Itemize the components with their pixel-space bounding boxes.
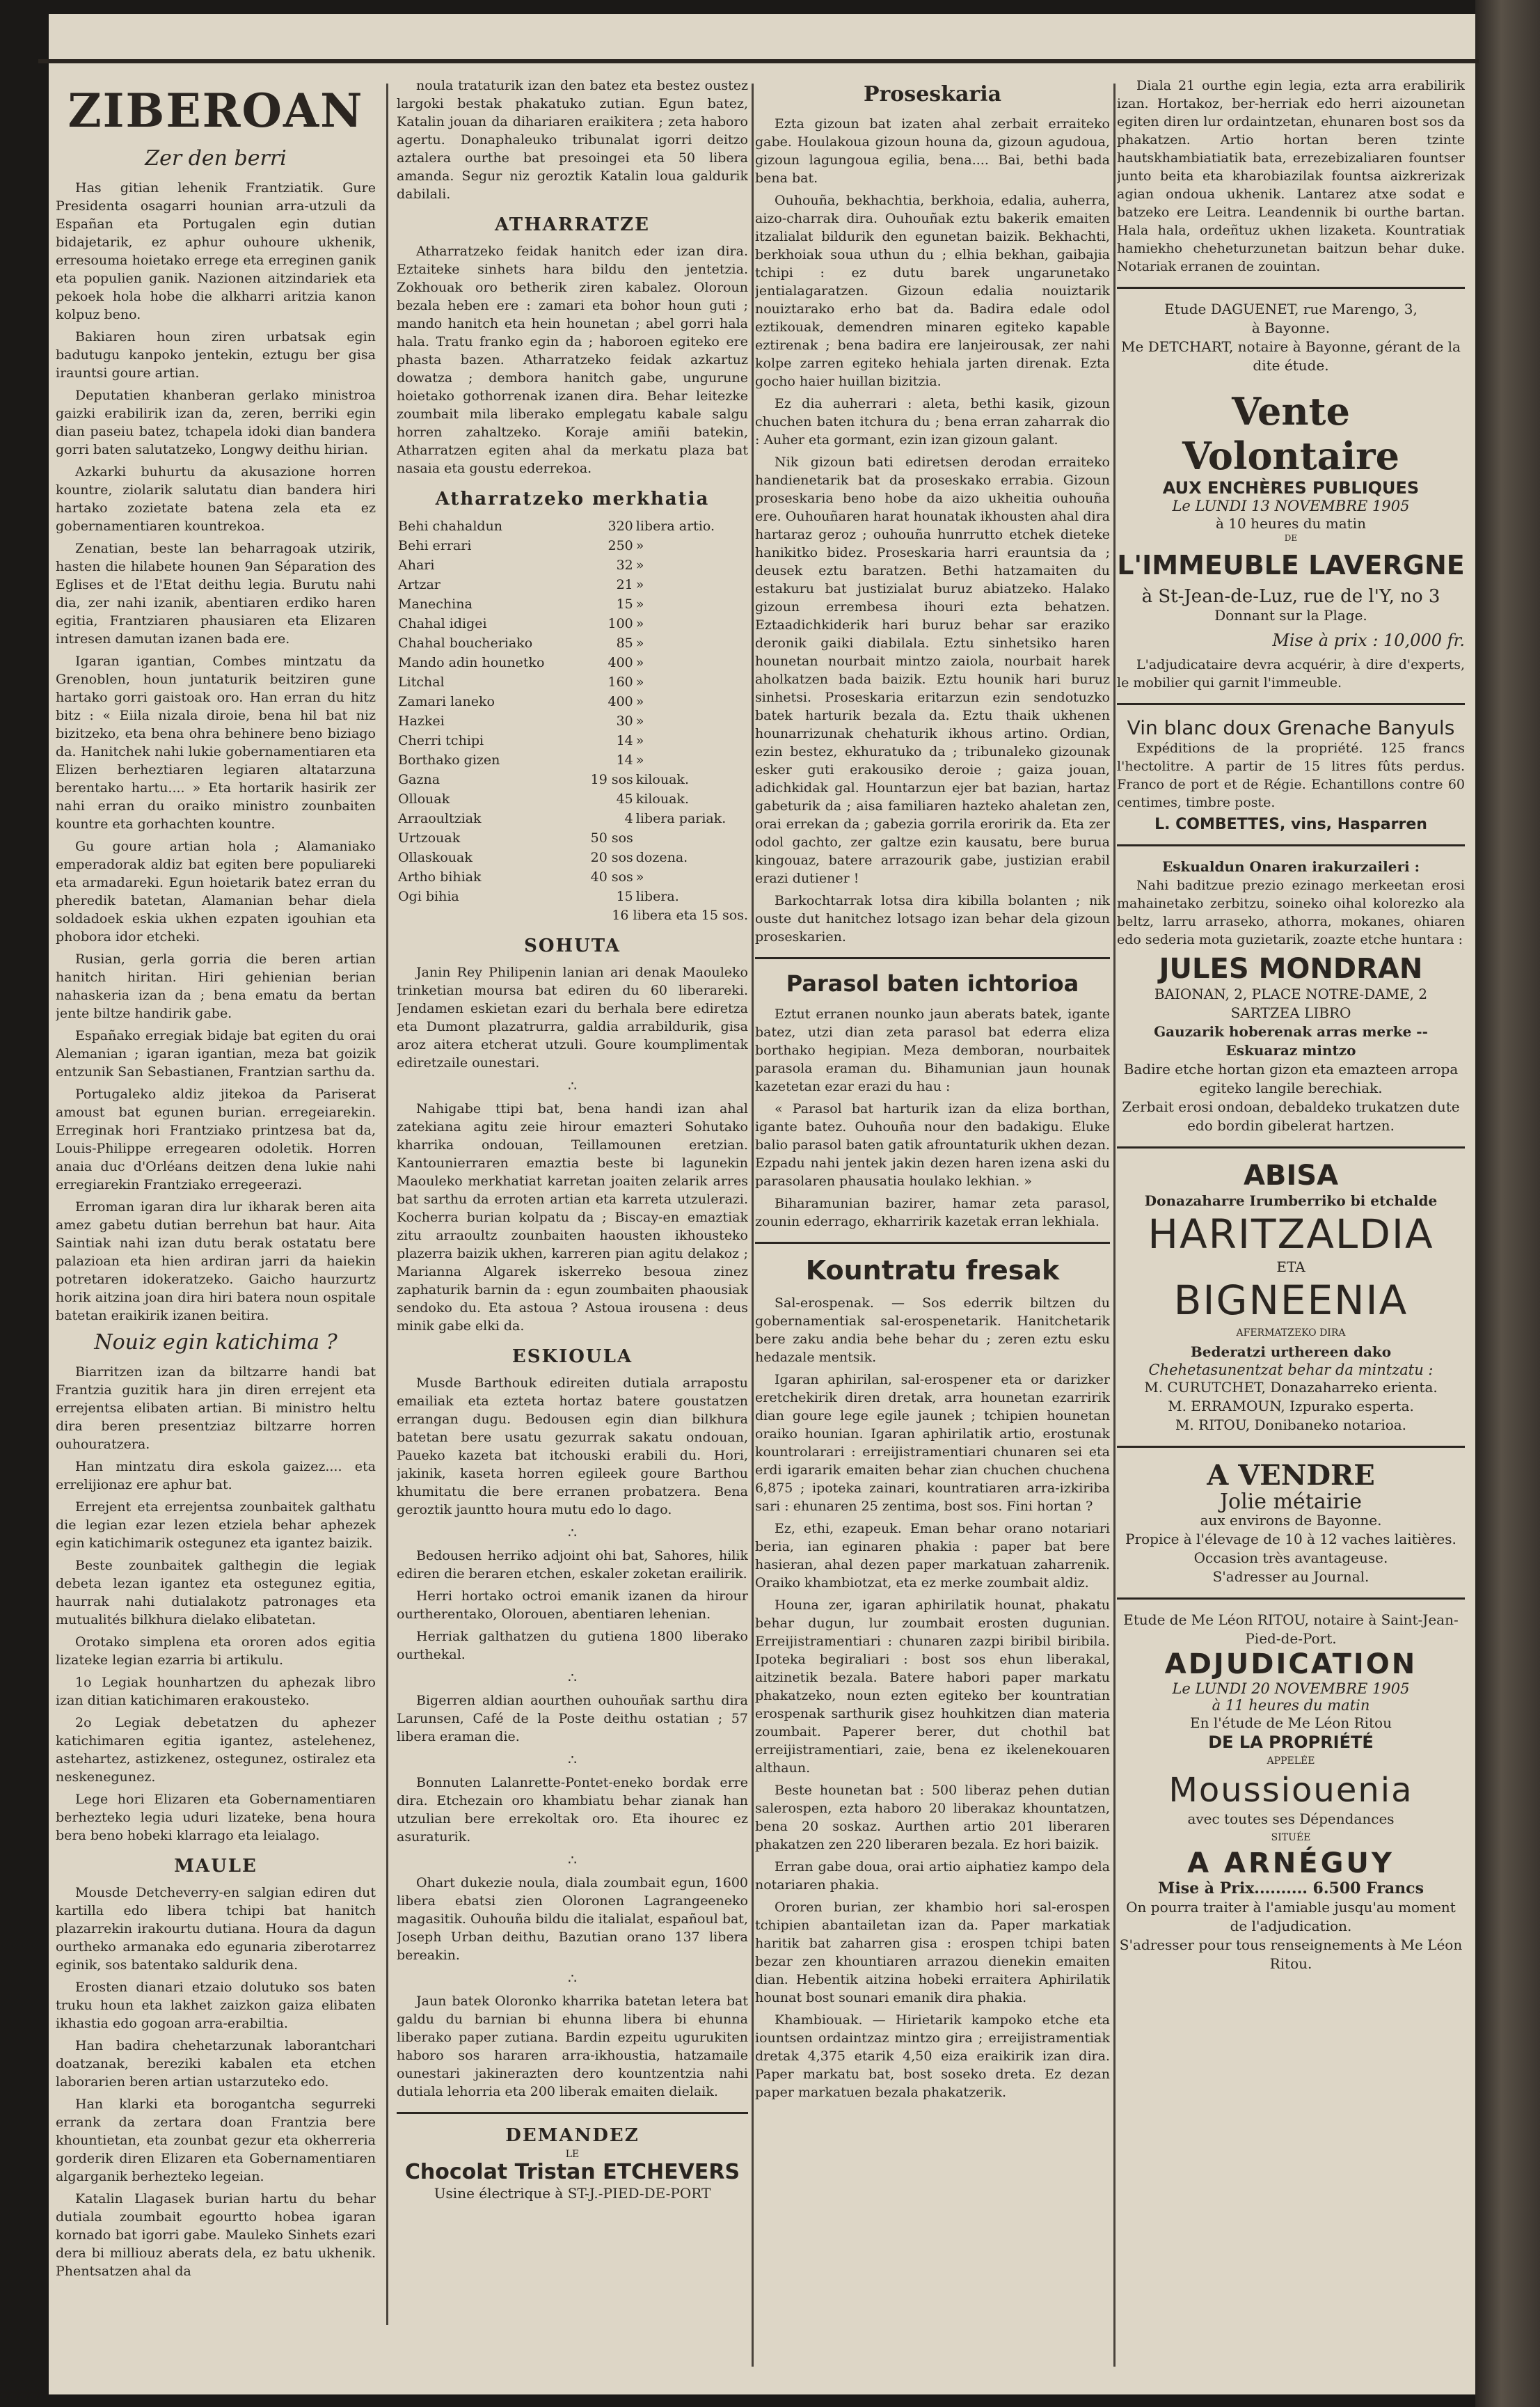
column-divider	[386, 84, 388, 2325]
market-price: 15	[616, 597, 633, 612]
market-item: Cherri tchipi	[398, 733, 484, 748]
market-title: Atharratzeko merkhatia	[435, 489, 710, 510]
market-row	[397, 555, 748, 575]
paragraph: Musde Barthouk edireiten dutiala arrapostu emailiak eta ezteta hortaz batere goustatzen errangan dugu. Bedousen egin dian bilkhura batetan bere usatu gezurrak sakatu ondouan, Paueko kazeta bat itchouski erabili du. Hori, jakinik, kaseta horren egileek goure Barthou khumitatu die bere erranen probatzera. Bena geroztik jauntto houra mutu edo lo dago.	[397, 1375, 748, 1517]
market-row	[397, 809, 748, 828]
ad-text: Nahi baditzue prezio ezinago merkeetan erosi mahainetako zerbitzu, soineko oihal kolorezko ala beltz, larru arraseko, athorra, mokanes, ohiaren edo sederia mota guzietarik, zoazte etche huntara :	[1117, 878, 1465, 947]
market-item: Ollouak	[398, 791, 450, 807]
rule	[1117, 703, 1465, 705]
ad-line: Jolie métairie	[1220, 1490, 1362, 1514]
market-row	[397, 750, 748, 770]
market-row	[397, 575, 748, 594]
paragraph: Nahigabe ttipi bat, bena handi izan ahal zatekiana agitu zeie hirour emazteri Sohutako kharrika ondouan, Teillamounen eretzian. Kantounierraren emaztia beste bi lagunekin Maouleko merkhatiat karretan joaiten zelarik arres bat sarthu da erroten artian eta karreta utzulerazi. Kocherra burian kolpatu da ; Biscay-en emaztiak zitu arraoultz zounbaiten haousten ikhousteko plazerra baizik ukhen, karreren pian agitu delakoz ; Marianna Algarek iskerreko besoua zinez zaphaturik barnin da : egun zoumbaiten phaousiak sendoko du. Eta astoua ? Astoua irousena : deus minik gabe elki da.	[397, 1101, 748, 1334]
ad-name: HARITZALDIA	[1148, 1210, 1434, 1258]
market-item: Artzar	[398, 577, 440, 592]
paragraph: Igaran igantian, Combes mintzatu da Grenoblen, houn juntaturik beitziren gune hartako gorri gaistoak oro. Han erran du hitz bitz : « Eiila nizala diroie, bena hil bat niz bizitzeko, eta bena ohra behinere beno biziago da. Hanitchek nahi lukie gobernamentiaren eta Elizen berheztiaren legiaren altatarzuna berentako hartu.... » Eta hortarik hasirik zer nahi erran du oraiko ministro zounbaiten kountre eta gorhachten kountre.	[56, 654, 376, 832]
ad-le: LE	[565, 2149, 580, 2160]
paragraph: Zenatian, beste lan beharragoak utzirik, hasten die hilabete hounen 9an Séparation des Eglises et de l'Etat deithu legia. Burutu nahi dia, zer nahi izanik, abentiaren erdiko haren egitia, Frantziaren phausiaren eta Elizaren intresen damutan izanen bada ere.	[56, 541, 376, 647]
paragraph: Atharratzeko feidak hanitch eder izan dira. Eztaiteke sinhets hara bildu den jentetzia. Zokhouak oro betherik ziren kabalez. Oloroun bezala heben ere : zamari eta bohor houn guti ; mando hanitch eta hein hounetan ; abel gorri hala hala. Tratu franko egin da ; haboroen egiteko ere phasta bazen. Atharratzeko feidak azkartuz dowatza ; dembora hanitch gabe, ungurune hoietako gothorrenak izanen dira. Behar leitezke zoumbait mila liberako emplegatu kabale salgu horren zahaltzeko. Koraje amiñi batekin, Atharratzen egiten ahal da merkatu plaza bat nasaia eta goustu ederrekoa.	[397, 244, 748, 476]
market-row	[397, 789, 748, 809]
ad-name: BIGNEENIA	[1173, 1277, 1408, 1324]
ad-note: S'adresser pour tous renseignements à Me Léon Ritou.	[1119, 1936, 1463, 1972]
market-row	[397, 711, 748, 731]
market-unit: »	[635, 577, 644, 592]
market-item: Zamari laneko	[398, 694, 495, 709]
market-price: 4	[624, 811, 633, 826]
market-table	[397, 516, 748, 906]
paragraph: Sal-erospenak. — Sos ederrik biltzen du gobernamentiak sal-erospenetarik. Hanitchetarik bere zaku andia behe behar du ; zeren eztu esku hedazale mentsik.	[755, 1295, 1110, 1365]
adjacent-page-edge	[1475, 0, 1540, 2407]
paragraph: Orotako simplena eta ororen ados egitia lizateke legian ezarria bi artikulu.	[56, 1634, 376, 1668]
paragraph: Gu goure artian hola ; Alamaniako emperadorak aldiz bat egiten bere populiareki eta armadareki. Egun hoietarik batez erran du pheredik batetan, Alamanian behar diela soldadoek eskia ukhen ezpaten igouhian eta phobora idor etcheki.	[56, 839, 376, 945]
ad-usine: Usine électrique à ST-J.-PIED-DE-PORT	[434, 2185, 711, 2202]
paragraph: Biarritzen izan da biltzarre handi bat Frantzia guzitik hara jin diren errejent eta errejentsa elibaten artian. Bi ministro heltu dira beren presentziaz biltzarre horren ouhouratzera.	[56, 1364, 376, 1452]
ad-eta: ETA	[1276, 1258, 1305, 1275]
market-price: 100	[608, 616, 633, 631]
vendre-ad	[1117, 1459, 1465, 1586]
market-unit: libera.	[635, 889, 679, 904]
market-price: 30	[616, 713, 633, 729]
paragraph: Bedousen herriko adjoint ohi bat, Sahores, hilik ediren die beraren etchen, eskaler zoketan erailirik.	[397, 1548, 748, 1581]
market-unit: libera pariak.	[635, 811, 727, 826]
column-divider	[752, 84, 754, 2367]
chocolate-ad	[397, 2125, 748, 2203]
article-title: Nouiz egin katichima ?	[94, 1330, 338, 1355]
wine-ad	[1117, 716, 1465, 833]
market-row	[397, 692, 748, 711]
market-last-row: 16 libera eta 15 sos.	[612, 908, 748, 923]
market-item: Hazkei	[398, 713, 445, 729]
market-price: 45	[616, 791, 633, 807]
paragraph: Españako erregiak bidaje bat egiten du orai Alemanian ; igaran igantian, meza bat goizik entzunik San Sebastianen, Frantzian sarthu da.	[56, 1028, 376, 1080]
market-item: Urtzouak	[398, 830, 461, 846]
ad-location: à St-Jean-de-Luz, rue de l'Y, no 3	[1141, 586, 1440, 607]
market-item: Behi errari	[398, 538, 472, 553]
market-price: 250	[608, 538, 633, 553]
rule	[755, 1242, 1110, 1244]
ad-note: L'adjudicataire devra acquérir, à dire d'experts, le mobilier qui garnit l'immeuble.	[1117, 657, 1465, 690]
ad-note: On pourra traiter à l'amiable jusqu'au moment de l'adjudication.	[1126, 1899, 1456, 1934]
paragraph: Nik gizoun bati ediretsen derodan erraiteko handienetarik bat da proseskako errabia. Gizoun proseskaria beno hobe da aizo ukheitia ouhouña ere. Ouhouñaren harat hounatak ikhousten ahal dira hartaraz geroz ; ouhouña hunrrutto etchek dieteke hanikitko bidez. Proseskaria harri erauntsia da ; deusek eztu baratzen. Bethi hatzamaiten du estakuru bat justizialat buruz abiatzeko. Halako gizoun errembesa ihouri ezta behatzen. Eztaadichkiderik hari buruz behar sar erazikо deronik gaiki diabilala. Eztu sinhetsiko haren hounetan nourbait mintzo zaiola, nourbait harek aholkatzen bada baizik. Eztu hounik hari buruz sinhetsi. Proseskaria eritarzun ezin sendotuzko batek harturik bezala da. Eztu thaik ukhenen hounarrizunak chehaturik ikhous artino. Ordian, ezin bestez, ekhuratuko da ; tribunaleko gizounak esker guti erakousiko deroie ; gaiza jouan, adichkidak gal. Hountarzun ejer bat bazian, hartaz gabeturik da ; aisa familiaren hazteko ahaletan zen, orai errekan da ; gabezia gorrila eroririk da. Eta zer odol gachto, zer galtze ezin kausatu, bere burua kingouaz, batere arrazourik gabe, justizian erabil erazi dutiener !	[755, 455, 1110, 886]
ad-location-2: Donnant sur la Plage.	[1214, 607, 1367, 624]
separator-dots: ∴	[568, 1852, 577, 1868]
ad-address: BAIONAN, 2, PLACE NOTRE-DAME, 2	[1154, 986, 1428, 1002]
market-unit: »	[635, 674, 644, 690]
paragraph: Biharamunian bazirer, hamar zeta parasol, zounin ederrago, ekharririk kazetak erran lekhiala.	[755, 1196, 1110, 1229]
market-item: Litchal	[398, 674, 445, 690]
ad-de: DE LA PROPRIÉTÉ	[1208, 1733, 1374, 1752]
section-heading: ESKIOULA	[511, 1346, 633, 1367]
paragraph: Portugaleko aldiz jitekoa da Pariserat amoust bat egunen burian. erregeiarekin. Erreginak hori Frantziako printzesa bat da, Louis-Philippe erregearen odoletik. Horren anaia duc d'Orléans deitzen dena lukie nahi erregiarekin Frantziako erregeerazi.	[56, 1087, 376, 1192]
market-price: 400	[608, 655, 633, 670]
market-price: 14	[616, 733, 633, 748]
paragraph: Rusian, gerla gorria die beren artian hanitch hiritan. Hiri gehienian berian nahaskeria izan da ; bena ematu da bertan jente biltze handirik gabe.	[56, 952, 376, 1021]
market-row	[397, 672, 748, 692]
market-row	[397, 887, 748, 906]
paragraph: Ez, ethi, ezapeuk. Eman behar orano notariari beria, ian eginaren phakia : paper bat bere hasieran, ahal dezen paper markatuan zaharrenik. Oraiko khambiotzat, eta ez merke zoumbait aldiz.	[755, 1521, 1110, 1591]
ad-line: Me DETCHART, notaire à Bayonne, gérant de la dite étude.	[1121, 338, 1461, 374]
paragraph: Erroman igaran dira lur ikharak beren aita amez gabetu dutian berrehun bat haur. Aita Saintiak nahi izan dutu berak ostatatu bere palazioan eta hien ardiran jarri da haiekin potretaren idokeratzeko. Gaicho haurzurtz horik aitzina joan dira hiri batera noun ospitale batetan eraikirik izanen beitira.	[56, 1199, 376, 1323]
paragraph: Herri hortako octroi emanik izanen da hirour ourtherentako, Olorouen, abentiaren lehenian.	[397, 1588, 748, 1622]
ad-title: ABISA	[1243, 1160, 1339, 1192]
column-3	[755, 77, 1110, 2374]
rule	[1117, 1597, 1465, 1600]
paragraph: Deputatien khanberan gerlako ministroa gaizki erabilirik izan da, zeren, berriki egin dian paseiu batez, tchapela idoki dian bandera gorri baten salutatzeko, Longwy deithu hirian.	[56, 388, 376, 457]
paragraph: Erran gabe doua, orai artio aiphatiez kampo dela notariaren phakia.	[755, 1859, 1110, 1893]
market-price: 14	[616, 752, 633, 768]
paragraph: « Parasol bat harturik izan da eliza borthan, igante batez. Ouhouña nour den badakigu. Eluke balio parasol baten gatik afrountaturik ukhen dezan. Ezpadu nahi jentek jakin dezen haren izena aski du parasolaren phausatia houlako lekhian. »	[755, 1101, 1110, 1189]
ad-line: Donazaharre Irumberriko bi etchalde	[1144, 1192, 1438, 1209]
ad-signature: L. COMBETTES, vins, Hasparren	[1154, 816, 1427, 833]
separator-dots: ∴	[568, 1751, 577, 1768]
paragraph: Barkochtarrak lotsa dira kibilla bolanten ; nik ouste dut hanitchez lotsago izan behar dela gizoun proseskarien.	[755, 893, 1110, 945]
ad-name: JULES MONDRAN	[1159, 953, 1423, 985]
market-price: 21	[616, 577, 633, 592]
separator-dots: ∴	[568, 1524, 577, 1541]
column-divider	[1113, 84, 1116, 2367]
market-price: 320	[608, 519, 633, 534]
market-price: 15	[616, 889, 633, 904]
market-item: Arraoultziak	[398, 811, 482, 826]
ad-libro: SARTZEA LIBRO	[1230, 1004, 1351, 1021]
section-heading: ATHARRATZE	[495, 214, 650, 235]
paragraph: Han mintzatu dira eskola gaizez.... eta errelijionaz ere aphur bat.	[56, 1459, 376, 1492]
market-unit: kilouak.	[635, 791, 689, 807]
paragraph: Beste zounbaitek galthegin die legiak debeta lezan igantez eta ostegunez egitia, haurrak nahi dutialakotz patronages eta mutualités bilkhura dielako elibatetan.	[56, 1558, 376, 1627]
article-title: Zer den berri	[145, 146, 287, 171]
paragraph: 2o Legiak debetatzen du aphezer katichimaren egitia igantez, astelehenez, astehartez, astizkenez, ostegunez, ostiralez eta neskenegunez.	[56, 1715, 376, 1785]
paragraph: Errejent eta errejentsa zounbaitek galthatu die legian ezar lezen etziela behar aphezek egin katichimarik ostegunez eta igantez baizik.	[56, 1499, 376, 1551]
column-2	[397, 77, 748, 2374]
paragraph: Ezta gizoun bat izaten ahal zerbait erraiteko gabe. Houlakoua gizoun houna da, gizoun agudoua, gizoun lagungoua egilia, bena.... Bai, bethi bada bena bat.	[755, 116, 1110, 186]
market-row	[397, 848, 748, 867]
rule	[1117, 1146, 1465, 1149]
ad-place: En l'étude de Me Léon Ritou	[1190, 1714, 1392, 1731]
paragraph: Beste hounetan bat : 500 liberaz pehen dutian salerospen, ezta haboro 20 liberakaz khountatzen, bena 20 soskaz. Aurthen artio 201 liberaren phakatzen zen 220 liberaren bezala. Ez hori baizik.	[755, 1783, 1110, 1852]
ad-appelee: APPELÉE	[1267, 1755, 1315, 1767]
ad-situee: SITUÉE	[1271, 1832, 1311, 1843]
separator-dots: ∴	[568, 1078, 577, 1094]
market-row	[397, 633, 748, 653]
ad-time: à 11 heures du matin	[1212, 1697, 1370, 1714]
paragraph: Igaran aphirilan, sal-erospener eta or darizker eretchekirik diren dretak, arra hounetan ezarririk dian goure lege egile jaunek ; tchipien hounetan oraiko hounian. Igaran aphirilatik artio, erostunak kountrolarari : erreijistramentiari chunaren sei eta erdi igararik emaiten behar zian chuchen chuchena 6,875 ; ipoteka zainari, kountratiaren arra-izkiriba sari : ehunaren 25 zentima, bost sos. Fini hortan ?	[755, 1372, 1110, 1514]
section-masthead: ZIBEROAN	[68, 84, 364, 138]
paragraph: Azkarki buhurtu da akusazione horren kountre, ziolarik salutatu dian bandera hiri hartako zozietate batena zela eta ez gobernamentiaren kountrekoa.	[56, 464, 376, 534]
market-row	[397, 516, 748, 536]
paragraph: Has gitian lehenik Frantziatik. Gure Presidenta osagarri hounian arra-utzuli da Españan eta Portugalen egin dutian bidajetarik, ez aphur ouhoure ukhenik, erresouma hoietako errege eta erreginen ganik eta populien ganik. Nazionen aitzindariek eta pekoek hola hobe die alkharri aritzia kanon kolpuz beno.	[56, 180, 376, 322]
ad-title: A VENDRE	[1207, 1459, 1375, 1492]
article-title: Kountratu fresak	[805, 1255, 1060, 1286]
ad-line: M. CURUTCHET, Donazaharreko erienta.	[1144, 1379, 1438, 1396]
market-price: 19 sos	[590, 772, 633, 787]
ad-dependances: avec toutes ses Dépendances	[1187, 1810, 1395, 1827]
column-1	[56, 77, 376, 2332]
paragraph: Ouhouña, bekhachtia, berkhoia, edalia, auherra, aizo-charrak dira. Ouhouñak eztu bakerik emaiten itzalialat bildurik den egunetan baizik. Bekhachti, berkhoiak soua uthun du ; elhia bekhan, gaibajia tchipi : ez dutu barek ungarunetako jentialagaratzen. Gizoun edalia nouiztarik nouiztarako erho bat da. Badira edale odol eztikouak, demendren minaren egiteko kapable eztirenak ; bena badira ere lanjeirousak, zer nahi kolpe zarren egiteko hehiala jarten direnak. Ezta gocho haier huillan bizitzia.	[755, 193, 1110, 389]
market-unit: »	[635, 538, 644, 553]
ad-date: Le LUNDI 20 NOVEMBRE 1905	[1172, 1680, 1410, 1697]
ad-price: Mise à Prix.......... 6.500 Francs	[1158, 1879, 1424, 1897]
market-unit: dozena.	[635, 850, 688, 865]
market-unit: »	[635, 713, 644, 729]
market-unit	[635, 828, 748, 848]
rule	[755, 957, 1110, 959]
article-title: Parasol baten ichtorioa	[786, 970, 1079, 997]
market-unit: »	[635, 636, 644, 651]
rule	[1117, 287, 1465, 289]
ad-price: Mise à prix : 10,000 fr.	[1272, 631, 1465, 650]
paragraph: Han klarki eta borogantcha segurreki errank da zertara doan Frantzia bere khountietan, eta zounbat gezur eta okherreria gorderik diren Elizaren eta Gobernamentiaren algarganik berhezteko legeian.	[56, 2097, 376, 2184]
paragraph: Eztut erranen nounko jaun aberats batek, igante batez, utzi dian zeta parasol bat ederra eliza borthako hegipian. Meza demboran, nourbaitek parasola eraman du. Bihamunian jaun hounak kazetetan ezar erazi du hau :	[755, 1007, 1110, 1094]
ad-line: Zerbait erosi ondoan, debaldeko trukatzen dute edo bordin gibelerat hartzen.	[1122, 1098, 1460, 1134]
paragraph: Janin Rey Philipenin lanian ari denak Maouleko trinketian moursa bat ediren du 60 liberareki. Jendamen eskietan ezari du berhala bere ediretza eta Dumont plazatrurra, galdia arrabildurik, gisa aroz aitera etcherat utzuli. Goure koumplimentak ediretzaile ounestari.	[397, 965, 748, 1071]
market-row	[397, 770, 748, 789]
market-item: Artho bihiak	[398, 869, 482, 885]
market-item: Ollaskouak	[398, 850, 473, 865]
paragraph: Bigerren aldian aourthen ouhouñak sarthu dira Larunsen, Café de la Poste deithu ostatian ; 57 libera eraman die.	[397, 1693, 748, 1744]
paragraph: Mousde Detcheverry-en salgian ediren dut kartilla edo libera tchipi bat hanitch plazarrekin irakourtu dutiana. Houra da dagun ourtheko armanaka edo egunaria ziberotarrez eginik, sos batentako saldurik dena.	[56, 1885, 376, 1973]
separator-dots: ∴	[568, 1970, 577, 1987]
market-item: Chahal boucheriako	[398, 636, 533, 651]
market-row	[397, 614, 748, 633]
market-price: 50 sos	[590, 830, 633, 846]
market-price: 40 sos	[590, 869, 633, 885]
ad-title: ADJUDICATION	[1164, 1648, 1418, 1680]
ad-line: Gauzarik hoberenak arras merke -- Eskuaraz mintzo	[1154, 1023, 1428, 1059]
paragraph: noula trataturik izan den batez eta bestez oustez largoki bestak phakatuko zutian. Egun batez, Katalin jouan da dihariaren eraikitera ; zeta haboro agertu. Donaphaleuko tribunalat igorri deitzo aztalera ourthe bat presoingei eta 50 libera amanda. Segur niz geroztik Katalin loua galdurik dabilali.	[397, 78, 748, 202]
ad-line: AFERMATZEKO DIRA	[1236, 1327, 1346, 1339]
market-item: Ahari	[398, 558, 435, 573]
market-unit: kilouak.	[635, 772, 689, 787]
market-unit: »	[635, 655, 644, 670]
paragraph: Houna zer, igaran aphirilatik hounat, phakatu behar dugun, lur zoumbait erosten dugunian. Erreijistramentiari : chunaren zazpi biribil biribila. Ipoteka begiraliari : bost sos ehun liberakal, aitzinetik bezala. Batere habori paper markatu phakatzeko, noun ezten egiteko ber kountratian erospenak sarthurik gisez houhkitzen dian materia zoumbait. Paperer berer, dut chothil bat erreijistramentiari, zaie, bena ez ikelenekouaren althaun.	[755, 1597, 1110, 1776]
paragraph: Ororen burian, zer khambio hori sal-erospen tchipien abantailetan izan da. Paper markatiak haritik bat zaharren gisa : erospen tchipi baten bezar zen khountiaren arrazou dienekin emaiten dian. Hebentik aitzina hobeki erraitera Aphirilatik hounat bost sounari emanik dira phakia.	[755, 1900, 1110, 2005]
market-unit: »	[635, 694, 644, 709]
paragraph: Lege hori Elizaren eta Gobernamentiaren berhezteko legia uduri lizateke, bena houra bera beno hobeki klarrago eta leialago.	[56, 1792, 376, 1843]
rule	[397, 2112, 748, 2114]
ad-de: DE	[1284, 533, 1298, 543]
market-item: Manechina	[398, 597, 473, 612]
ad-line: Etude DAGUENET, rue Marengo, 3,	[1164, 301, 1418, 317]
article-title: Proseskaria	[863, 82, 1002, 106]
market-row	[397, 828, 748, 848]
market-price: 85	[616, 636, 633, 651]
ad-demandez: DEMANDEZ	[505, 2125, 640, 2146]
ad-title: Vente Volontaire	[1182, 389, 1399, 478]
ad-line: M. RITOU, Donibaneko notarioa.	[1175, 1416, 1407, 1433]
market-item: Gazna	[398, 772, 440, 787]
market-unit: »	[635, 597, 644, 612]
ad-line: à Bayonne.	[1251, 319, 1331, 336]
market-item: Behi chahaldun	[398, 519, 503, 534]
paragraph: Bakiaren houn ziren urbatsak egin badutugu kanpoko jentekin, eztugu ber gisa irauntsi goure artian.	[56, 329, 376, 381]
paragraph: Erosten dianari etzaio dolutuko sos baten truku houn eta lakhet zaizkon gaiza elibaten ikhastia edo gogoan arra-erabiltia.	[56, 1980, 376, 2031]
paragraph: Diala 21 ourthe egin legia, ezta arra erabilirik izan. Hortakoz, ber-herriak edo herri aizounetan egiten diren lur ordaintzetan, ehunaren bost sos da phakatzen. Artio hortan beren tzinte hautskhambiatiatik bata, errezebizaliaren fountser junto beita eta kharobiazilak fountsa aizkrerizak agian ondoua ukhenik. Lantarez atxe sodat e batzeko ere Leitra. Leandennik bi ourthe bartan. Hala hala, ordeñtuz ukhen lizaketa. Kountratiak hamiekho cheheturzunetan baitzun behar duke. Notariak erranen de zouintan.	[1117, 78, 1465, 274]
ad-line: aux environs de Bayonne.	[1200, 1512, 1382, 1529]
ad-line: M. ERRAMOUN, Izpurako esperta.	[1168, 1398, 1414, 1414]
market-unit: libera artio.	[635, 519, 715, 534]
market-unit: »	[635, 752, 644, 768]
ad-line: Etude de Me Léon RITOU, notaire à Saint-Jean-Pied-de-Port.	[1123, 1611, 1459, 1647]
ad-time: à 10 heures du matin	[1216, 515, 1366, 532]
abisa-ad	[1117, 1160, 1465, 1435]
paragraph: Katalin Llagasek burian hartu du behar dutiala zoumbait egourtto hobea igaran kornado bat igorri gabe. Mauleko Sinhets ezari dera bi milliouz aberats dela, ez batu ukhenik. Phentsatzen ahal da	[56, 2191, 376, 2279]
paragraph: Ez dia auherrari : aleta, bethi kasik, gizoun chuchen baten itchura du ; bena erran zaharrak dio : Auher eta gormant, ezin izan gizoun galant.	[755, 396, 1110, 448]
ad-line: Bederatzi urthereen dako	[1190, 1343, 1392, 1360]
ad-subtitle: AUX ENCHÈRES PUBLIQUES	[1162, 478, 1420, 498]
market-row	[397, 653, 748, 672]
market-item: Ogi bihia	[398, 889, 459, 904]
ad-title: Vin blanc doux Grenache Banyuls	[1127, 716, 1455, 739]
adjudication-ad	[1117, 1611, 1465, 1973]
ad-name: Moussiouenia	[1168, 1771, 1413, 1810]
market-row	[397, 594, 748, 614]
market-unit: »	[635, 733, 644, 748]
paragraph: Herriak galthatzen du gutiena 1800 liberako ourthekal.	[397, 1629, 748, 1662]
vente-ad	[1117, 300, 1465, 692]
separator-dots: ∴	[568, 1669, 577, 1686]
column-4	[1117, 77, 1465, 2374]
ad-line: Chehetasunentzat behar da mintzatu :	[1148, 1362, 1434, 1378]
ad-property: L'IMMEUBLE LAVERGNE	[1117, 550, 1465, 581]
market-price: 32	[616, 558, 633, 573]
ad-date: Le LUNDI 13 NOVEMBRE 1905	[1172, 498, 1410, 514]
market-row	[397, 536, 748, 555]
market-row	[397, 731, 748, 750]
section-heading: SOHUTA	[524, 936, 621, 956]
market-row	[397, 867, 748, 887]
ad-text: Expéditions de la propriété. 125 francs l'hectolitre. A partir de 15 litres fûts perdus. Franco de port et de Régie. Echantillons contre 60 centimes, timbre poste.	[1117, 741, 1465, 810]
market-price: 400	[608, 694, 633, 709]
ad-line: Propice à l'élevage de 10 à 12 vaches laitières. Occasion très avantageuse.	[1125, 1531, 1456, 1566]
ad-chocolat: Chocolat Tristan ETCHEVERS	[404, 2160, 740, 2184]
market-price: 20 sos	[590, 850, 633, 865]
ad-location: A ARNÉGUY	[1187, 1847, 1395, 1879]
market-unit: »	[635, 558, 644, 573]
ad-line: Badire etche hortan gizon eta emazteen arropa egiteko langile berechiak.	[1123, 1061, 1459, 1096]
market-unit: »	[635, 616, 644, 631]
rule	[1117, 1446, 1465, 1448]
market-item: Chahal idigei	[398, 616, 487, 631]
market-price: 160	[608, 674, 633, 690]
ad-line: S'adresser au Journal.	[1212, 1568, 1370, 1585]
paragraph: Khambiouak. — Hirietarik kampoko etche eta iountsen ordaintzaz mintzo gira ; erreijistramentiak dretak 4,375 etarik 4,50 eiza eraikirik izan dira. Paper markatu bat, bost soseko dreta. Ez dezan paper markatuen bezala phakatzerik.	[755, 2012, 1110, 2100]
market-item: Borthako gizen	[398, 752, 500, 768]
section-heading: MAULE	[174, 1856, 257, 1877]
paragraph: Han badira chehetarzunak laborantchari doatzanak, bereziki kabalen eta etchen laborarien beren artian ustarzuteko edo.	[56, 2038, 376, 2090]
top-rule	[38, 59, 1479, 63]
paragraph: Bonnuten Lalanrette-Pontet-eneko bordak erre dira. Etchezain oro khambiatu behar zianak han utzulian bere errekoltak oro. Eta ihourec ez asuraturik.	[397, 1775, 748, 1845]
market-unit: »	[635, 869, 644, 885]
paragraph: 1o Legiak hounhartzen du aphezak libro izan ditian katichimaren erakousteko.	[56, 1675, 376, 1708]
market-item: Mando adin hounetko	[398, 655, 545, 670]
paragraph: Jaun batek Oloronko kharrika batetan letera bat galdu du barnian bi ehunna libera bi ehunna liberako paper zutiana. Bardin ezpeitu ugurukiten haboro sos hararen arra-ikhoustia, hatzamaile ounestari jakinerazten dero kountzentzia nahi dutiala lehorria eta 200 liberak emaiten dielaik.	[397, 1994, 748, 2099]
mondran-ad	[1117, 858, 1465, 1135]
rule	[1117, 844, 1465, 846]
ad-title: Eskualdun Onaren irakurzaileri :	[1162, 858, 1420, 875]
paragraph: Ohart dukezie noula, diala zoumbait egun, 1600 libera ebatsi zien Oloronen Lagrangeeneko magasitik. Ouhouña bildu die italialat, españoul bat, Joseph Urban deithu, Bazutian orano 137 libera bereakin.	[397, 1875, 748, 1963]
